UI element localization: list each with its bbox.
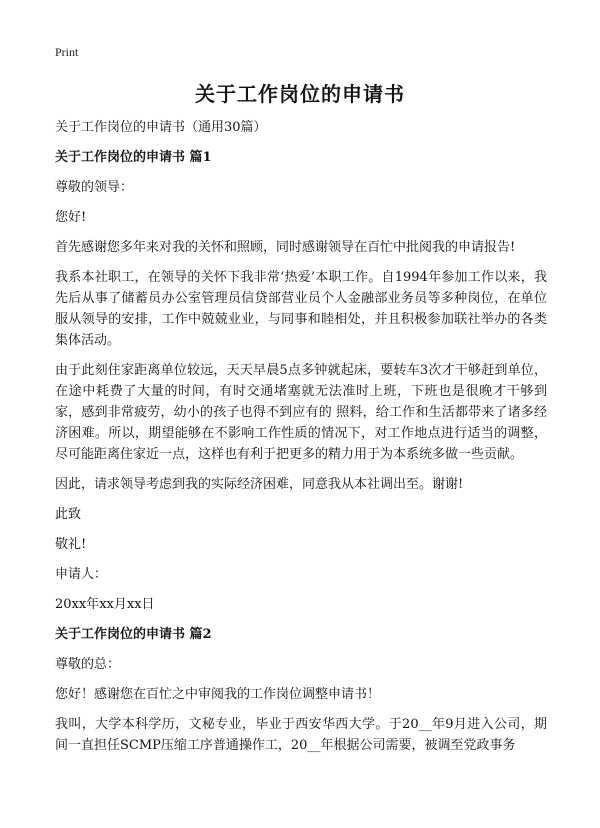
document-subtitle: 关于工作岗位的申请书（通用30篇） <box>55 120 267 135</box>
page-title: 关于工作岗位的申请书 <box>195 82 405 106</box>
article-2-salutation: 尊敬的总： <box>55 657 121 672</box>
article-1-date: 20xx年xx月xx日 <box>55 597 155 612</box>
article-2-paragraph-1: 我叫，大学本科学历，文秘专业，毕业于西安华西大学。于20__年9月进入公司，期间一直担任SCMP压缩工序普通操作工，20__年根据公司需要，被调至党政事务 <box>55 717 547 753</box>
article-1-closing-2: 敬礼! <box>55 537 87 552</box>
article-1-paragraph-1: 首先感谢您多年来对我的关怀和照顾，同时感谢领导在百忙中批阅我的申请报告! <box>55 240 516 255</box>
article-1-salutation: 尊敬的领导： <box>55 180 134 195</box>
article-1-paragraph-2: 我系本社职工，在领导的关怀下我非常‘热爱’本职工作。自1994年参加工作以来，我先后从事了储蓄员办公室管理员信贷部营业员个人金融部业务员等多种岗位，在单位服从领导的安排，工作中兢兢业业，与同事和睦相处，并且积极参加联社举办的各类集体活动。 <box>55 270 547 348</box>
article-1-greeting: 您好! <box>55 210 87 225</box>
article-1-paragraph-4: 因此，请求领导考虑到我的实际经济困难，同意我从本社调出至。谢谢! <box>55 477 464 492</box>
article-2-greeting: 您好！感谢您在百忙之中审阅我的工作岗位调整申请书！ <box>55 687 381 702</box>
article-1-heading: 关于工作岗位的申请书 篇1 <box>55 150 212 165</box>
article-1-paragraph-3: 由于此刻住家距离单位较远，天天早晨5点多钟就起床，要转车3次才干够赶到单位，在途中耗费了大量的时间，有时交通堵塞就无法准时上班，下班也是很晚才干够到家，感到非常疲劳，幼小的孩子也得不到应有的 照料，给工作和生活都带来了诸多经济困难。所以，期望能够在不影响工作性质的情况下，对工作地点进行适当的调整，尽可能距离住家近一点，这样也有利于把更多的精力用于为本系统多做一些贡献。 <box>55 363 547 462</box>
article-2-heading: 关于工作岗位的申请书 篇2 <box>55 627 212 642</box>
article-1-closing-1: 此致 <box>55 507 82 522</box>
article-1-applicant: 申请人： <box>55 567 108 582</box>
print-link[interactable]: Print <box>55 45 79 59</box>
document-body <box>55 117 547 765</box>
